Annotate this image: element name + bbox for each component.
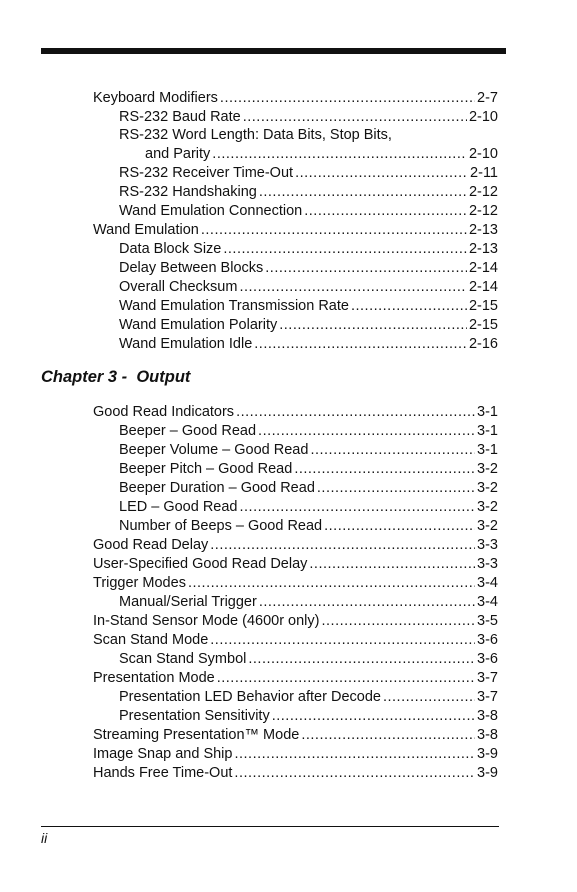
toc-entry-title: Hands Free Time-Out — [93, 765, 233, 781]
toc-entry-page: 2-15 — [468, 298, 498, 314]
toc-entry-page: 3-2 — [477, 480, 498, 496]
toc-entry-page: 3-5 — [477, 613, 498, 629]
toc-entry-title: Wand Emulation — [93, 222, 199, 238]
leader-dots — [383, 688, 475, 706]
toc-entry-title: Streaming Presentation™ Mode — [93, 727, 300, 743]
toc-entry — [119, 517, 498, 535]
toc-entry — [93, 221, 498, 239]
leader-dots — [322, 612, 476, 630]
toc-entry — [93, 555, 498, 573]
leader-dots — [324, 517, 475, 535]
toc-entry-title: Beeper Duration – Good Read — [119, 480, 315, 496]
toc-entry-title: Number of Beeps – Good Read — [119, 518, 323, 534]
toc-entry — [119, 460, 498, 478]
leader-dots — [217, 669, 475, 687]
toc-entry-title: Presentation Mode — [93, 670, 215, 686]
leader-dots — [258, 422, 475, 440]
page-number: ii — [41, 830, 48, 846]
toc-entry — [93, 745, 498, 763]
toc-entry-page: 2-10 — [468, 146, 498, 162]
toc-entry — [119, 688, 498, 706]
toc-entry-title: Beeper – Good Read — [119, 423, 257, 439]
toc-entry-page: 3-9 — [477, 765, 498, 781]
toc-entry-page: 3-2 — [477, 461, 498, 477]
leader-dots — [240, 498, 476, 516]
leader-dots — [210, 536, 475, 554]
toc-entry — [93, 612, 498, 630]
toc-entry — [119, 498, 498, 516]
leader-dots — [234, 764, 475, 782]
toc-entry-title: Data Block Size — [119, 241, 222, 257]
toc-entry-title: LED – Good Read — [119, 499, 238, 515]
toc-entry — [145, 145, 498, 163]
toc-entry-title: Wand Emulation Transmission Rate — [119, 298, 349, 314]
toc-entry-page: 3-6 — [477, 651, 498, 667]
toc-entry-title: Overall Checksum — [119, 279, 238, 295]
toc-entry-title: Good Read Indicators — [93, 404, 235, 420]
toc-entry-page: 2-12 — [468, 184, 498, 200]
toc-entry-page: 2-12 — [468, 203, 498, 219]
toc-entry — [93, 89, 498, 107]
toc-entry-title: Good Read Delay — [93, 537, 209, 553]
toc-entry — [119, 164, 498, 182]
leader-dots — [279, 316, 467, 334]
leader-dots — [248, 650, 475, 668]
leader-dots — [223, 240, 467, 258]
toc-entry-page: 3-8 — [477, 727, 498, 743]
toc-entry — [93, 631, 498, 649]
leader-dots — [254, 335, 467, 353]
leader-dots — [239, 278, 467, 296]
toc-entry-title: Presentation LED Behavior after Decode — [119, 689, 381, 705]
toc-entry-page: 2-13 — [468, 241, 498, 257]
toc-entry-title: RS-232 Word Length: Data Bits, Stop Bits, — [119, 127, 392, 143]
leader-dots — [310, 441, 475, 459]
toc-entry-title: Trigger Modes — [93, 575, 186, 591]
leader-dots — [301, 726, 475, 744]
toc-entry — [93, 403, 498, 421]
toc-entry-title: Manual/Serial Trigger — [119, 594, 257, 610]
toc-entry-title: Beeper Volume – Good Read — [119, 442, 309, 458]
toc-entry-title: Beeper Pitch – Good Read — [119, 461, 293, 477]
toc-entry-page: 3-1 — [477, 423, 498, 439]
toc-entry-title: Image Snap and Ship — [93, 746, 233, 762]
toc-entry-title: RS-232 Receiver Time-Out — [119, 165, 294, 181]
toc-entry-page: 3-7 — [477, 689, 498, 705]
toc-entry-title: and Parity — [145, 146, 211, 162]
toc-entry — [93, 669, 498, 687]
toc-entry — [119, 108, 498, 126]
leader-dots — [243, 108, 467, 126]
toc-entry-title: Wand Emulation Connection — [119, 203, 303, 219]
bottom-rule — [41, 826, 499, 827]
leader-dots — [309, 555, 475, 573]
toc-entry-title: Wand Emulation Idle — [119, 336, 253, 352]
toc-entry-title: Presentation Sensitivity — [119, 708, 270, 724]
leader-dots — [272, 707, 475, 725]
toc-entry-title: User-Specified Good Read Delay — [93, 556, 308, 572]
leader-dots — [234, 745, 475, 763]
toc-entry — [119, 707, 498, 725]
toc-entry — [119, 183, 498, 201]
toc-entry-page: 3-2 — [477, 499, 498, 515]
leader-dots — [295, 164, 468, 182]
toc-entry-page: 3-7 — [477, 670, 498, 686]
toc-entry-page: 3-3 — [477, 537, 498, 553]
toc-entry — [119, 441, 498, 459]
leader-dots — [259, 593, 475, 611]
leader-dots — [236, 403, 475, 421]
toc-entry-page: 3-4 — [477, 575, 498, 591]
toc-entry — [119, 316, 498, 334]
toc-entry-page: 3-8 — [477, 708, 498, 724]
toc-entry-page: 3-2 — [477, 518, 498, 534]
toc-entry — [93, 536, 498, 554]
toc-entry — [119, 593, 498, 611]
toc-entry-page: 2-15 — [468, 317, 498, 333]
toc-entry-title: Wand Emulation Polarity — [119, 317, 278, 333]
toc-entry-page: 2-16 — [468, 336, 498, 352]
leader-dots — [220, 89, 475, 107]
leader-dots — [351, 297, 467, 315]
leader-dots — [210, 631, 475, 649]
toc-entry-page: 2-14 — [468, 260, 498, 276]
top-rule — [41, 48, 506, 54]
toc-entry — [119, 650, 498, 668]
toc-entry-page: 2-7 — [477, 90, 498, 106]
leader-dots — [259, 183, 467, 201]
leader-dots — [304, 202, 467, 220]
toc-entry-title: RS-232 Baud Rate — [119, 109, 241, 125]
leader-dots — [188, 574, 475, 592]
toc-entry-page: 2-14 — [468, 279, 498, 295]
leader-dots — [265, 259, 467, 277]
leader-dots — [294, 460, 475, 478]
toc-entry-page: 3-6 — [477, 632, 498, 648]
toc-entry-page: 2-13 — [468, 222, 498, 238]
toc-entry — [119, 126, 392, 144]
toc-entry-page: 3-1 — [477, 442, 498, 458]
toc-entry — [119, 278, 498, 296]
toc-entry — [119, 335, 498, 353]
leader-dots — [317, 479, 475, 497]
toc-entry — [119, 240, 498, 258]
toc-entry — [119, 422, 498, 440]
toc-entry-title: Keyboard Modifiers — [93, 90, 218, 106]
toc-entry-page: 3-1 — [477, 404, 498, 420]
toc-entry — [93, 764, 498, 782]
toc-entry — [93, 574, 498, 592]
toc-entry — [93, 726, 498, 744]
toc-entry-page: 2-11 — [470, 165, 498, 181]
toc-entry-title: Scan Stand Mode — [93, 632, 209, 648]
toc-entry — [119, 297, 498, 315]
toc-entry-page: 3-4 — [477, 594, 498, 610]
toc-entry — [119, 479, 498, 497]
toc-entry-page: 2-10 — [468, 109, 498, 125]
leader-dots — [201, 221, 467, 239]
toc-entry-page: 3-3 — [477, 556, 498, 572]
toc-entry-title: In-Stand Sensor Mode (4600r only) — [93, 613, 320, 629]
toc-entry-page: 3-9 — [477, 746, 498, 762]
toc-entry — [119, 202, 498, 220]
toc-entry-title: RS-232 Handshaking — [119, 184, 257, 200]
leader-dots — [212, 145, 467, 163]
toc-entry — [119, 259, 498, 277]
toc-entry-title: Delay Between Blocks — [119, 260, 264, 276]
chapter-heading: Chapter 3 - Output — [41, 368, 191, 386]
toc-entry-title: Scan Stand Symbol — [119, 651, 247, 667]
